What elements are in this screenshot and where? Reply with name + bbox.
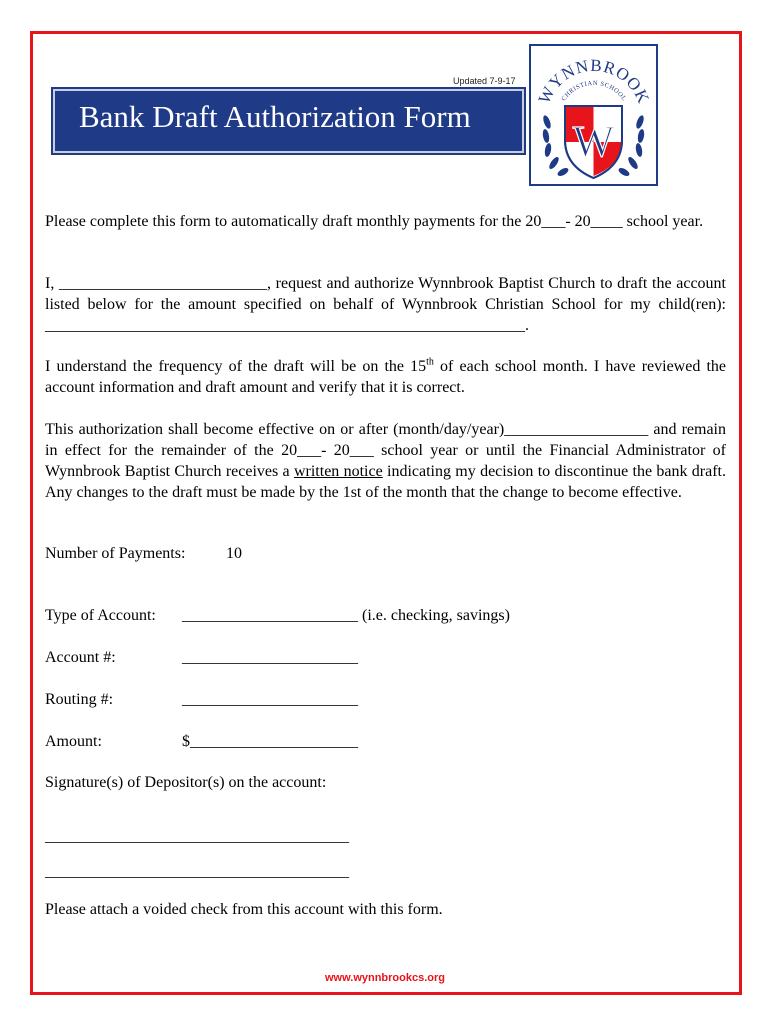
effective-text-b: indicating my decision to discontinue the bank draft. Any changes to the draft must be made by the 1st of the month that the change to become effective. [45,463,726,501]
page-title: Bank Draft Authorization Form [79,99,471,134]
updated-date: Updated 7-9-17 [453,76,516,86]
account-type-row [45,605,510,626]
effective-paragraph [45,419,726,503]
closing-instruction: Please attach a voided check from this account with this form. [45,901,443,918]
frequency-text-b: of each school month. I have reviewed the account information and draft amount and verify that it is correct. [45,358,727,396]
authorization-paragraph: I, __________________________, request and authorize Wynnbrook Baptist Church to draft the account listed below for the amount specified on behalf of Wynnbrook Christian School for my child(ren): ____________________________________________________________. [45,275,726,334]
written-notice-text: written notice [293,463,383,480]
amount-field[interactable]: $_____________________ [182,733,358,750]
logo-text-top: WYNNBROOK [534,55,654,107]
frequency-ordinal: th [426,356,434,368]
title-banner [53,89,524,153]
account-number-label: Account #: [45,649,116,666]
frequency-paragraph [45,356,726,398]
payments-row [45,543,242,564]
frequency-text-a: I understand the frequency of the draft will be on the 15 [45,358,427,375]
logo-monogram: W [572,117,615,166]
school-crest-logo [529,44,658,186]
account-type-field[interactable]: ______________________ (i.e. checking, savings) [182,607,510,624]
payments-value: 10 [226,545,242,562]
account-type-label: Type of Account: [45,607,156,624]
amount-row [45,731,358,752]
intro-paragraph: Please complete this form to automatically draft monthly payments for the 20___- 20____ school year. [45,213,704,230]
signature-label: Signature(s) of Depositor(s) on the account: [45,774,327,791]
logo-text-sub: CHRISTIAN SCHOOL [560,79,628,103]
account-number-row [45,647,358,668]
payments-label: Number of Payments: [45,545,186,562]
signature-line-1[interactable]: ______________________________________ [45,828,349,845]
account-number-field[interactable]: ______________________ [182,649,358,666]
amount-label: Amount: [45,733,102,750]
effective-text-a: This authorization shall become effective on or after (month/day/year)__________________ and remain in effect for the remainder of the 20___- 20___ school year or until the Financial Administrator of Wynnbrook Baptist Church receives a [45,421,726,480]
routing-number-row [45,689,358,710]
signature-line-2[interactable]: ______________________________________ [45,863,349,880]
routing-number-label: Routing #: [45,691,114,708]
routing-number-field[interactable]: ______________________ [182,691,358,708]
website-link[interactable]: www.wynnbrookcs.org [325,972,445,984]
